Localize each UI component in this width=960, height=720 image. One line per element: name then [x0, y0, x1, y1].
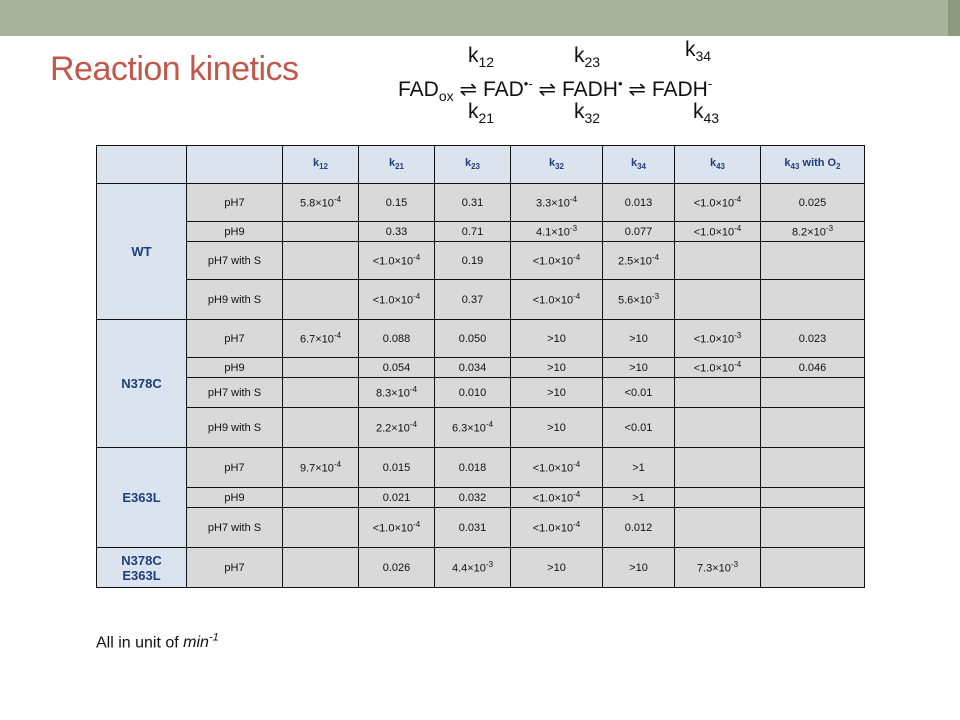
value-k23: 0.034	[435, 358, 511, 378]
table-row	[97, 408, 865, 448]
value-k23: 0.031	[435, 508, 511, 548]
kinetics-table	[96, 145, 865, 588]
species-fad-ox: $FAD_{ox}$	[398, 78, 454, 105]
table-row	[97, 548, 865, 588]
value-k21: $<1.0\times 10^{-4}$	[359, 242, 435, 280]
value-k21: 0.33	[359, 222, 435, 242]
value-k43	[675, 448, 761, 488]
condition-cell: pH7	[187, 184, 283, 222]
group-label-e363l: E363L	[97, 448, 187, 548]
units-note: All in unit of $\min^{-1}$	[96, 632, 219, 652]
value-k12	[283, 508, 359, 548]
reaction-scheme	[398, 76, 712, 104]
value-k32: $<1.0\times 10^{-4}$	[511, 448, 603, 488]
slide-title: Reaction kinetics	[50, 50, 299, 88]
value-k23: 0.19	[435, 242, 511, 280]
header-blank-2	[187, 146, 283, 184]
value-k23: $6.3\times 10^{-4}$	[435, 408, 511, 448]
value-k34: 0.012	[603, 508, 675, 548]
condition-cell: pH7 with S	[187, 378, 283, 408]
header-k21: $k_{21}$	[359, 146, 435, 184]
value-k43-o2: 0.046	[761, 358, 865, 378]
condition-cell: pH7	[187, 448, 283, 488]
condition-cell: pH9	[187, 222, 283, 242]
value-k32: >10	[511, 378, 603, 408]
value-k43	[675, 508, 761, 548]
group-label-n378c: N378C	[97, 320, 187, 448]
condition-cell: pH7 with S	[187, 242, 283, 280]
value-k43-o2	[761, 448, 865, 488]
value-k34: <0.01	[603, 408, 675, 448]
eq-k32: $k_{32}$	[574, 100, 601, 127]
table-header-row	[97, 146, 865, 184]
value-k34: >10	[603, 548, 675, 588]
species-fadh-radical: FADH•	[561, 76, 623, 101]
table-row	[97, 508, 865, 548]
eq-k34: $k_{34}$	[685, 38, 712, 65]
value-k32: $4.1\times 10^{-3}$	[511, 222, 603, 242]
value-k21: $<1.0\times 10^{-4}$	[359, 508, 435, 548]
value-k43: $<1.0\times 10^{-4}$	[675, 358, 761, 378]
value-k21: 0.054	[359, 358, 435, 378]
condition-cell: pH9 with S	[187, 408, 283, 448]
equilibrium-arrow-3: ⇌	[628, 78, 646, 101]
table-row	[97, 184, 865, 222]
condition-cell: pH7	[187, 548, 283, 588]
value-k34: >10	[603, 320, 675, 358]
value-k12	[283, 408, 359, 448]
header-k32: $k_{32}$	[511, 146, 603, 184]
value-k32: >10	[511, 320, 603, 358]
value-k21: 0.026	[359, 548, 435, 588]
condition-cell: pH7 with S	[187, 508, 283, 548]
condition-cell: pH9 with S	[187, 280, 283, 320]
value-k34: 0.077	[603, 222, 675, 242]
value-k43-o2: $8.2\times 10^{-3}$	[761, 222, 865, 242]
value-k34: >1	[603, 448, 675, 488]
table-row	[97, 280, 865, 320]
header-k12: $k_{12}$	[283, 146, 359, 184]
value-k32: $<1.0\times 10^{-4}$	[511, 508, 603, 548]
value-k43	[675, 280, 761, 320]
condition-cell: pH9	[187, 488, 283, 508]
value-k21: $8.3\times 10^{-4}$	[359, 378, 435, 408]
table-row	[97, 320, 865, 358]
value-k43: $<1.0\times 10^{-4}$	[675, 222, 761, 242]
eq-k43: $k_{43}$	[693, 100, 720, 127]
eq-k23: $k_{23}$	[574, 44, 601, 71]
equilibrium-arrow-2: ⇌	[538, 78, 557, 101]
value-k43-o2	[761, 378, 865, 408]
value-k43: $<1.0\times 10^{-4}$	[675, 184, 761, 222]
table-row	[97, 448, 865, 488]
value-k34: $2.5\times 10^{-4}$	[603, 242, 675, 280]
value-k12	[283, 280, 359, 320]
value-k12	[283, 488, 359, 508]
header-blank-1	[97, 146, 187, 184]
top-accent-bar	[0, 0, 960, 36]
value-k23: $4.4\times 10^{-3}$	[435, 548, 511, 588]
table-row	[97, 358, 865, 378]
condition-cell: pH7	[187, 320, 283, 358]
value-k32: >10	[511, 358, 603, 378]
value-k32: $<1.0\times 10^{-4}$	[511, 280, 603, 320]
group-label-wt: WT	[97, 184, 187, 320]
value-k34: >10	[603, 358, 675, 378]
value-k23: 0.050	[435, 320, 511, 358]
value-k23: 0.71	[435, 222, 511, 242]
value-k21: $2.2\times 10^{-4}$	[359, 408, 435, 448]
header-k23: $k_{23}$	[435, 146, 511, 184]
top-accent-bar-end	[948, 0, 960, 36]
table-row	[97, 378, 865, 408]
value-k21: 0.15	[359, 184, 435, 222]
value-k34: 0.013	[603, 184, 675, 222]
value-k12	[283, 358, 359, 378]
value-k12: $5.8\times 10^{-4}$	[283, 184, 359, 222]
value-k12	[283, 378, 359, 408]
value-k32: >10	[511, 408, 603, 448]
value-k43	[675, 408, 761, 448]
value-k43	[675, 378, 761, 408]
equilibrium-arrow-1: ⇌	[459, 78, 478, 101]
value-k34: $5.6\times 10^{-3}$	[603, 280, 675, 320]
value-k43-o2	[761, 242, 865, 280]
species-fad-radical-anion: FAD•-	[482, 76, 533, 101]
value-k23: 0.032	[435, 488, 511, 508]
value-k23: 0.37	[435, 280, 511, 320]
value-k32: $3.3\times 10^{-4}$	[511, 184, 603, 222]
value-k21: $<1.0\times 10^{-4}$	[359, 280, 435, 320]
value-k12	[283, 548, 359, 588]
header-k34: $k_{34}$	[603, 146, 675, 184]
value-k12	[283, 242, 359, 280]
value-k43	[675, 488, 761, 508]
eq-k12: $k_{12}$	[468, 44, 495, 71]
value-k23: 0.018	[435, 448, 511, 488]
value-k43: $<1.0\times 10^{-3}$	[675, 320, 761, 358]
value-k12: $6.7\times 10^{-4}$	[283, 320, 359, 358]
value-k32: $<1.0\times 10^{-4}$	[511, 242, 603, 280]
value-k43-o2	[761, 508, 865, 548]
value-k21: 0.088	[359, 320, 435, 358]
value-k32: $<1.0\times 10^{-4}$	[511, 488, 603, 508]
value-k34: >1	[603, 488, 675, 508]
header-k43: $k_{43}$	[675, 146, 761, 184]
value-k43-o2	[761, 548, 865, 588]
condition-cell: pH9	[187, 358, 283, 378]
value-k23: 0.010	[435, 378, 511, 408]
value-k43-o2	[761, 408, 865, 448]
eq-k21: $k_{21}$	[468, 100, 495, 127]
header-k43-with-o2: $k_{43}$ with $O_2$	[761, 146, 865, 184]
value-k23: 0.31	[435, 184, 511, 222]
group-label-n378c-e363l: N378C E363L	[97, 548, 187, 588]
value-k43: $7.3\times 10^{-3}$	[675, 548, 761, 588]
value-k21: 0.015	[359, 448, 435, 488]
table-row	[97, 222, 865, 242]
value-k43-o2: 0.025	[761, 184, 865, 222]
species-fadh-anion: FADH-	[651, 76, 713, 101]
value-k12: $9.7\times 10^{-4}$	[283, 448, 359, 488]
value-k21: 0.021	[359, 488, 435, 508]
value-k32: >10	[511, 548, 603, 588]
value-k43-o2	[761, 488, 865, 508]
value-k12	[283, 222, 359, 242]
value-k34: <0.01	[603, 378, 675, 408]
value-k43-o2: 0.023	[761, 320, 865, 358]
value-k43-o2	[761, 280, 865, 320]
table-row	[97, 242, 865, 280]
table-row	[97, 488, 865, 508]
value-k43	[675, 242, 761, 280]
